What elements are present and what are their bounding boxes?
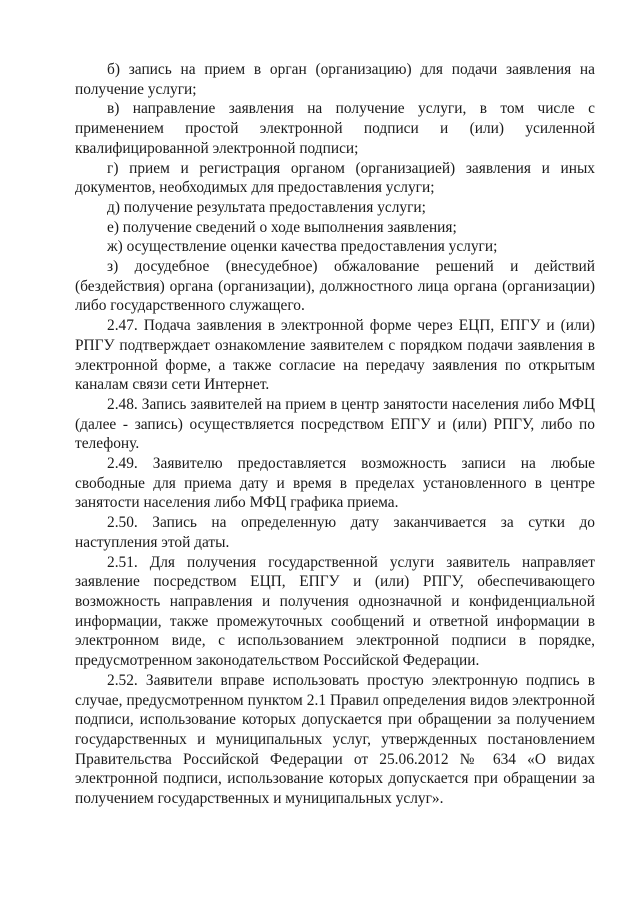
list-item-g: г) прием и регистрация органом (организацией) заявления и иных документов, необходимых для предоставления услуги; [75,159,595,197]
list-item-z: з) досудебное (внесудебное) обжалование решений и действий (бездействия) органа (организации), должностного лица органа (организации) либо государственного служащего. [75,258,595,315]
clause-2-47: 2.47. Подача заявления в электронной форме через ЕЦП, ЕПГУ и (или) РПГУ подтверждает ознакомление заявителем с порядком подачи заявления в электронной форме, а также согласие на передачу заявления по открытым каналам связи сети Интернет. [75,317,595,394]
clause-2-50: 2.50. Запись на определенную дату заканчивается за сутки до наступления этой даты. [75,514,595,551]
clause-2-51: 2.51. Для получения государственной услуги заявитель направляет заявление посредством ЕЦП, ЕПГУ и (или) РПГУ, обеспечивающего возможность направления и получения однозначной и конфиденциальной информации, также промежуточных сообщений и ответной информации в электронном виде, с использованием электронной подписи в порядке, предусмотренном законодательством Российской Федерации. [75,553,595,670]
list-item-v: в) направление заявления на получение услуги, в том числе с применением простой электронной подписи и (или) усиленной квалифицированной электронной подписи; [75,100,595,157]
clause-2-48: 2.48. Запись заявителей на прием в центр занятости населения либо МФЦ (далее - запись) осуществляется посредством ЕПГУ и (или) РПГУ, либо по телефону. [75,395,595,453]
list-item-d: д) получение результата предоставления услуги; [107,198,426,216]
clause-2-52: 2.52. Заявители вправе использовать простую электронную подпись в случае, предусмотренном пунктом 2.1 Правил определения видов электронной подписи, использование которых допускается при обращении за получением государственных и муниципальных услуг, утвержденных постановлением Правительства Российской Федерации от 25.06.2012 № 634 «О видах электронной подписи, использование которых допускается при обращении за получением государственных и муниципальных услуг». [75,671,595,808]
clause-2-49: 2.49. Заявителю предоставляется возможность записи на любые свободные для приема дату и время в пределах установленного в центре занятости населения либо МФЦ графика приема. [75,455,595,512]
document-page [75,60,595,809]
list-item-b: б) запись на прием в орган (организацию) для подачи заявления на получение услуги; [75,61,595,98]
list-item-zh: ж) осуществление оценки качества предоставления услуги; [107,238,498,256]
list-item-e: е) получение сведений о ходе выполнения заявления; [107,218,457,236]
